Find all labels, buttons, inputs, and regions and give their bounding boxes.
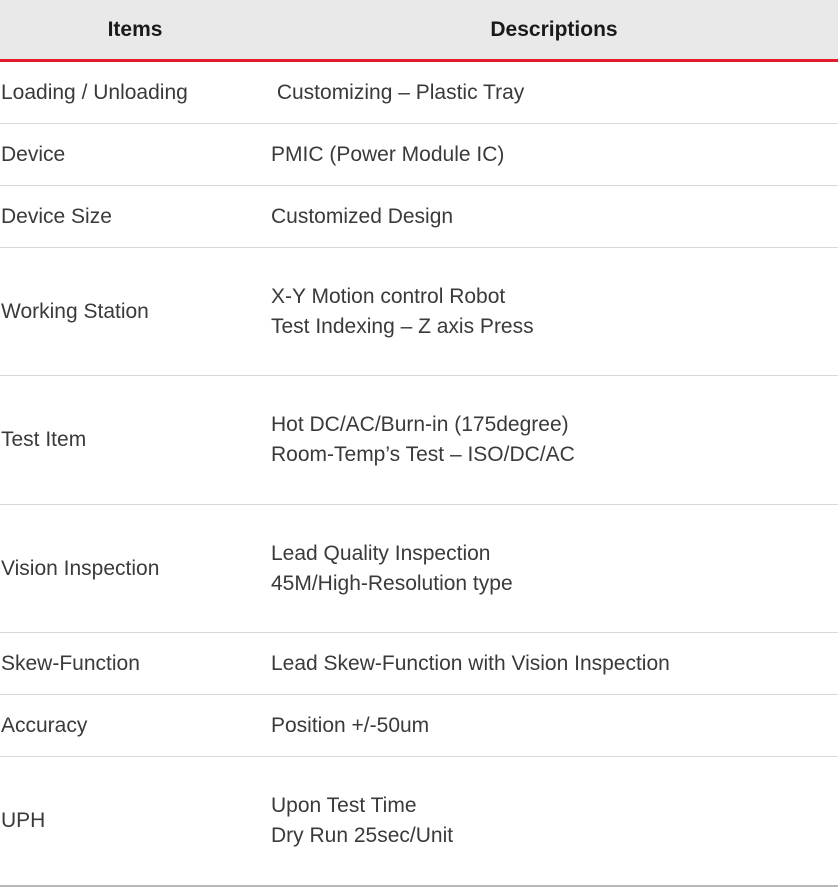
description-line: 45M/High-Resolution type: [271, 571, 513, 595]
description-line: PMIC (Power Module IC): [271, 142, 505, 166]
row-item-label: Vision Inspection: [1, 556, 160, 580]
row-description: [270, 757, 838, 885]
row-description: [270, 186, 838, 247]
header-descriptions: Descriptions: [490, 17, 618, 41]
description-line: Dry Run 25sec/Unit: [271, 824, 454, 847]
description-line: Lead Quality Inspection: [271, 541, 491, 565]
description-line: Room-Temp’s Test – ISO/DC/AC: [271, 443, 575, 466]
row-item-label: Device: [1, 142, 66, 166]
table-row: [0, 376, 838, 505]
table-row: [0, 62, 838, 124]
table-row: [0, 124, 838, 186]
row-item-label: Working Station: [1, 299, 149, 323]
table-row: [0, 757, 838, 887]
description-line: Customizing – Plastic Tray: [271, 80, 525, 104]
table-row: [0, 186, 838, 248]
table-row: [0, 695, 838, 757]
row-item-label: Device Size: [1, 204, 112, 228]
row-item-label: Skew-Function: [1, 651, 140, 675]
row-item-label: Test Item: [1, 428, 87, 451]
row-description: [270, 124, 838, 185]
row-description: [270, 376, 838, 504]
table-row: [0, 505, 838, 633]
table-row: [0, 633, 838, 695]
row-description: [270, 62, 838, 123]
row-description: [270, 633, 838, 694]
description-line: Upon Test Time: [271, 794, 417, 817]
header-items: Items: [107, 17, 163, 41]
description-line: Test Indexing – Z axis Press: [271, 314, 534, 338]
row-description: [270, 248, 838, 375]
row-item-label: UPH: [1, 809, 46, 832]
description-line: Lead Skew-Function with Vision Inspection: [271, 651, 670, 675]
description-line: Customized Design: [271, 204, 454, 228]
row-description: [270, 695, 838, 756]
description-line: Position +/-50um: [271, 713, 430, 737]
table-header: [0, 0, 838, 62]
row-item-label: Loading / Unloading: [1, 80, 188, 104]
table-row: [0, 248, 838, 376]
description-line: Hot DC/AC/Burn-in (175degree): [271, 413, 569, 436]
row-item-label: Accuracy: [1, 713, 88, 737]
row-description: [270, 505, 838, 632]
description-line: X-Y Motion control Robot: [271, 284, 506, 308]
